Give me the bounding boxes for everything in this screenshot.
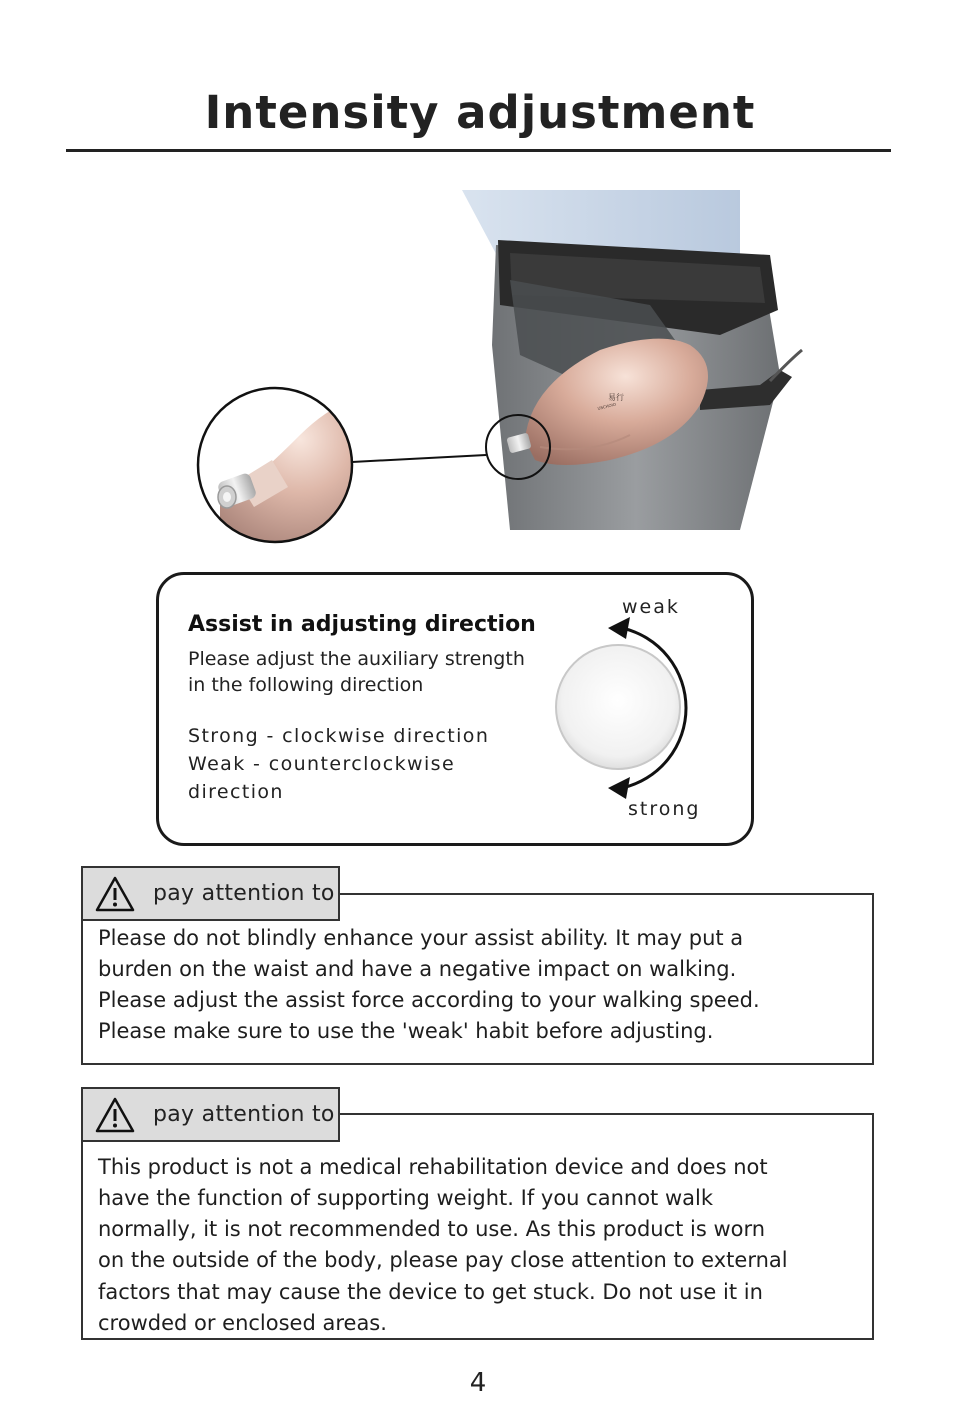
warning-triangle-icon <box>95 875 135 913</box>
direction-intro-line: in the following direction <box>188 674 424 696</box>
notice-line: Please adjust the assist force according to your walking speed. <box>98 988 760 1012</box>
notice-line: Please make sure to use the 'weak' habit before adjusting. <box>98 1019 714 1043</box>
warning-triangle-icon <box>95 1096 135 1134</box>
notice-line: normally, it is not recommended to use. As this product is worn <box>98 1217 766 1241</box>
notice-tab-label: pay attention to <box>153 881 335 906</box>
device-brand-mark: 易行 <box>608 393 624 402</box>
device-label: USCHOIO <box>597 401 617 411</box>
adjustment-knob <box>556 645 680 769</box>
arrow-strong-icon <box>608 777 630 799</box>
notice-line: on the outside of the body, please pay close attention to external <box>98 1248 788 1272</box>
notice-line: factors that may cause the device to get stuck. Do not use it in <box>98 1280 763 1304</box>
notice-line: This product is not a medical rehabilitation device and does not <box>98 1155 768 1179</box>
direction-detail-line: Weak - counterclockwise <box>188 753 456 775</box>
notice-line: have the function of supporting weight. If you cannot walk <box>98 1186 713 1210</box>
direction-heading: Assist in adjusting direction <box>188 612 536 637</box>
notice-line: crowded or enclosed areas. <box>98 1311 387 1335</box>
direction-detail-line: direction <box>188 781 284 803</box>
title-divider <box>66 149 891 152</box>
knob-label-weak: weak <box>622 596 680 618</box>
adjustment-knob-diagram <box>550 600 740 830</box>
notice-tab-label: pay attention to <box>153 1102 335 1127</box>
knob-label-strong: strong <box>628 798 701 820</box>
notice-tab <box>81 1087 340 1142</box>
product-illustration <box>180 185 820 550</box>
arrow-weak-icon <box>608 617 630 639</box>
notice-line: burden on the waist and have a negative impact on walking. <box>98 957 737 981</box>
page-number: 4 <box>469 1368 487 1398</box>
direction-detail-line: Strong - clockwise direction <box>188 725 490 747</box>
callout-line <box>352 455 486 462</box>
direction-intro-line: Please adjust the auxiliary strength <box>188 648 525 670</box>
notice-tab <box>81 866 340 921</box>
notice-line: Please do not blindly enhance your assist ability. It may put a <box>98 926 744 950</box>
page-title: Intensity adjustment <box>204 86 756 139</box>
zoom-detail <box>198 388 365 542</box>
